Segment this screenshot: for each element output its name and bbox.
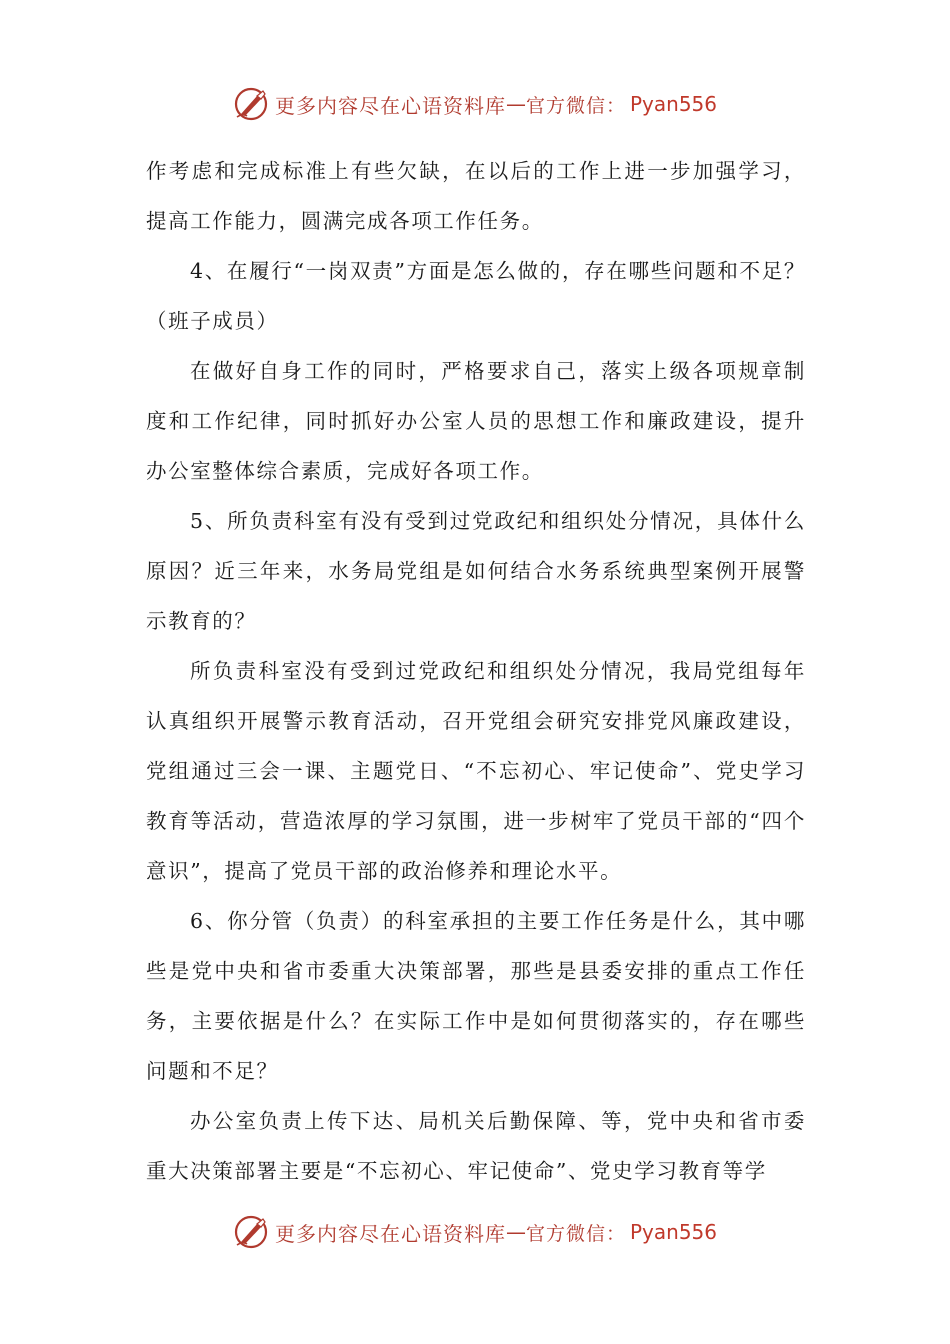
pen-logo-icon [233,86,269,122]
paragraph: 在做好自身工作的同时，严格要求自己，落实上级各项规章制度和工作纪律，同时抓好办公室人员的思想工作和廉政建设，提升办公室整体综合素质，完成好各项工作。 [146,359,806,483]
banner-separator: — [505,1220,526,1244]
banner-wechat-label: 官方微信： [525,94,626,117]
paragraph: 作考虑和完成标准上有些欠缺，在以后的工作上进一步加强学习，提高工作能力，圆满完成各项工作任务。 [146,159,806,233]
banner-title: 更多内容尽在心语资料库 [274,93,506,118]
banner-title: 更多内容尽在心语资料库 [274,1221,506,1246]
banner-wechat-label: 官方微信： [525,1222,626,1245]
question-paragraph: 5、所负责科室有没有受到过党政纪和组织处分情况，具体什么原因？近三年来，水务局党组是如何结合水务系统典型案例开展警示教育的？ [146,509,806,633]
footer-banner [0,1212,950,1252]
document-body [146,146,806,1196]
pen-logo-icon [233,1214,269,1250]
header-banner [0,84,950,124]
banner-wechat-id: Pyan556 [630,1220,718,1244]
paragraph: 所负责科室没有受到过党政纪和组织处分情况，我局党组每年认真组织开展警示教育活动，召开党组会研究安排党风廉政建设，党组通过三会一课、主题党日、“不忘初心、牢记使命”、党史学习教育等活动，营造浓厚的学习氛围，进一步树牢了党员干部的“四个意识”，提高了党员干部的政治修养和理论水平。 [146,659,806,883]
paragraph: 办公室负责上传下达、局机关后勤保障、等，党中央和省市委重大决策部署主要是“不忘初心、牢记使命”、党史学习教育等学 [146,1109,806,1183]
banner-separator: — [505,92,526,116]
question-paragraph: 6、你分管（负责）的科室承担的主要工作任务是什么，其中哪些是党中央和省市委重大决策部署，那些是县委安排的重点工作任务，主要依据是什么？在实际工作中是如何贯彻落实的，存在哪些问题和不足？ [146,909,806,1083]
question-paragraph: 4、在履行“一岗双责”方面是怎么做的，存在哪些问题和不足？（班子成员） [146,259,806,333]
banner-wechat-id: Pyan556 [630,92,718,116]
